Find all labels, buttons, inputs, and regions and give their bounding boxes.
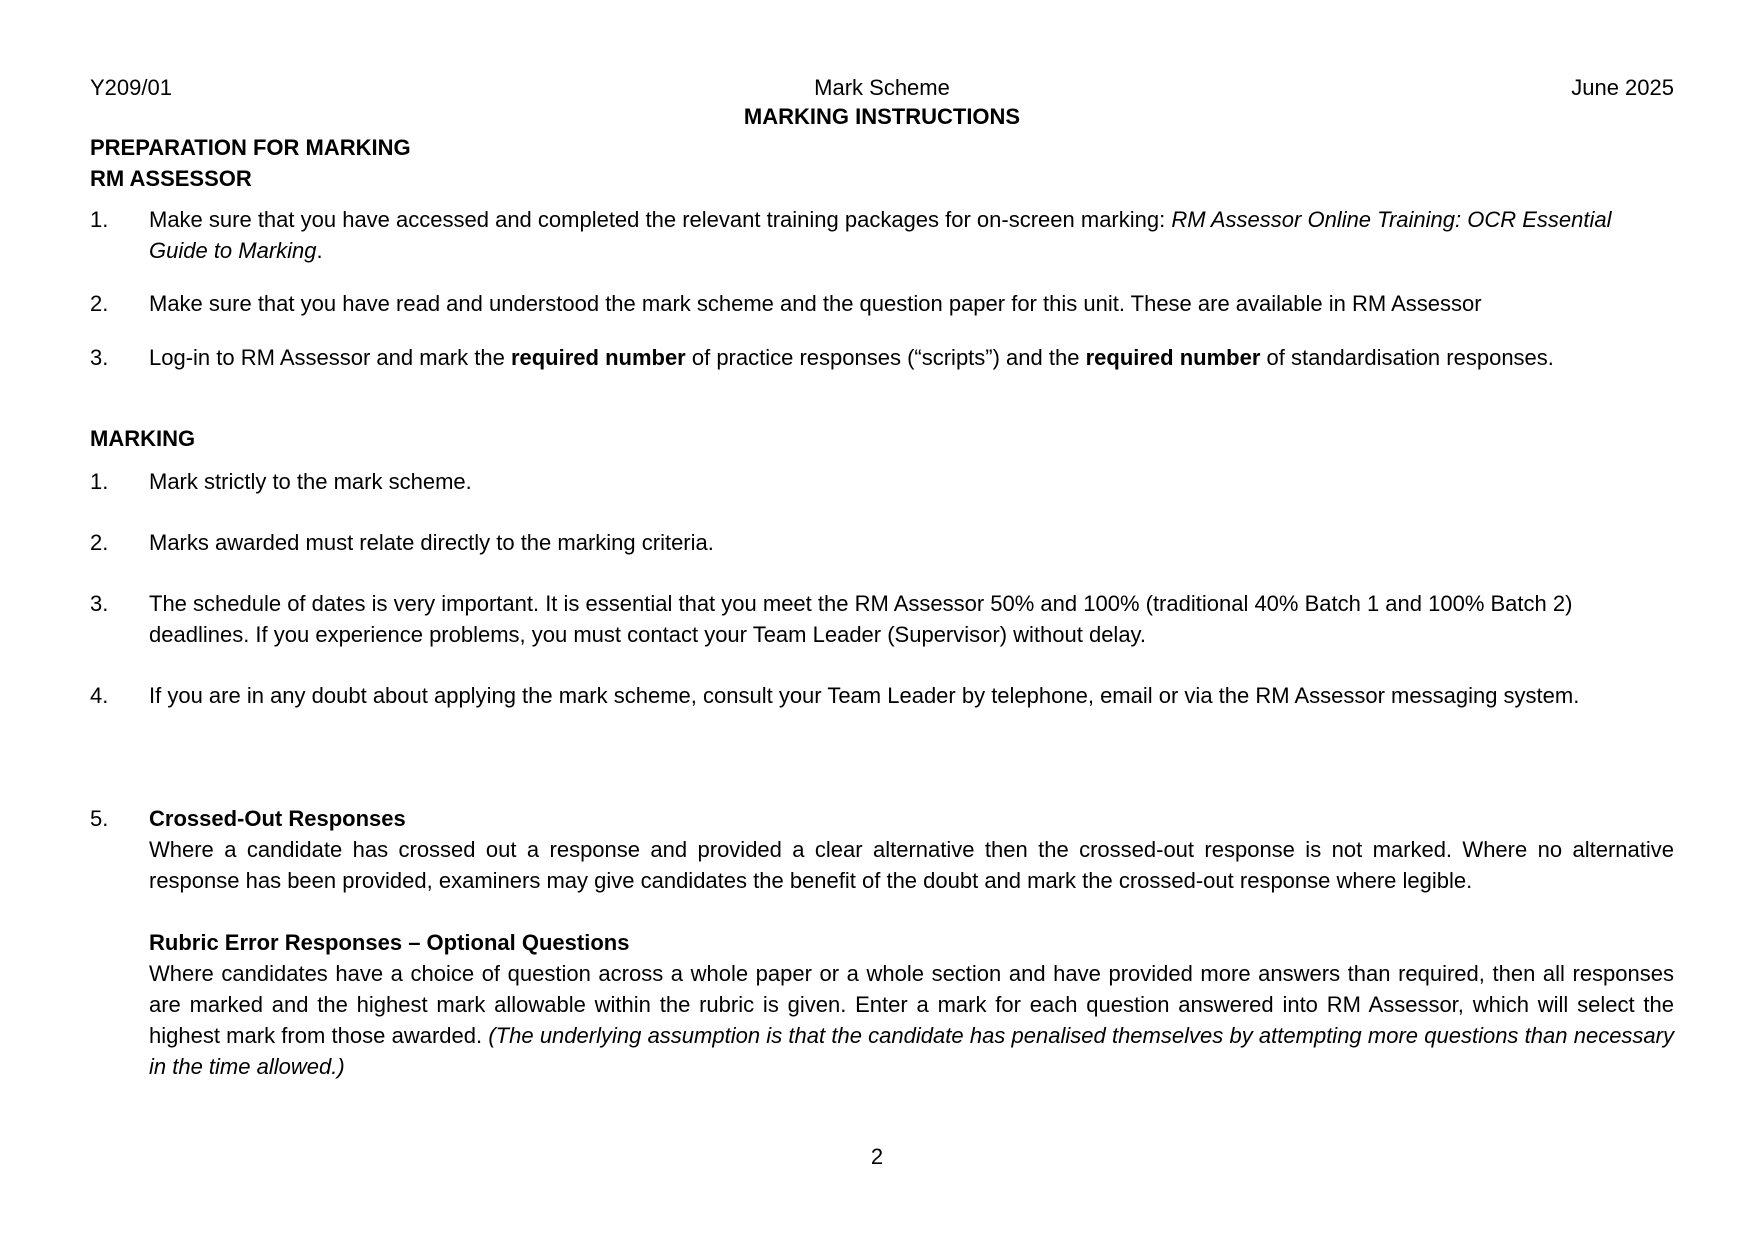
rubric-error-note: (The underlying assumption is that the candidate has penalised themselves by attempting more questions than necessary in the time allowed.) — [149, 1023, 1674, 1079]
marking-heading: MARKING — [90, 426, 196, 451]
page-title: MARKING INSTRUCTIONS — [743, 104, 1021, 129]
item-bold-text: required number — [1085, 345, 1261, 370]
crossed-out-heading: Crossed-Out Responses — [149, 806, 406, 831]
rubric-error-body: Where candidates have a choice of question across a whole paper or a whole section and have provided more answers than required, then all responses are marked and the highest mark allowable within the rubric is given. Enter a mark for each question answered into RM Assessor, which will select the highest mark from those awarded. — [149, 961, 1674, 1048]
prep-item-3 — [90, 342, 1674, 373]
item-number: 1. — [90, 469, 109, 494]
item-bold-text: required number — [510, 345, 686, 370]
item-text-end: . — [316, 238, 323, 263]
training-title: RM Assessor Online Training: OCR Essential Guide to Marking — [149, 207, 1612, 263]
item-text: of standardisation responses. — [1260, 345, 1554, 370]
rubric-error-heading: Rubric Error Responses – Optional Questions — [149, 930, 630, 955]
item-text: If you are in any doubt about applying the mark scheme, consult your Team Leader by telephone, email or via the RM Assessor messaging system. — [149, 683, 1580, 708]
marking-item-4 — [90, 680, 1674, 711]
marking-item-3 — [90, 588, 1674, 650]
item-text: Make sure that you have read and understood the mark scheme and the question paper for this unit. These are available in RM Assessor — [149, 291, 1482, 316]
paper-code: Y209/01 — [90, 75, 172, 100]
item-text: of practice responses (“scripts”) and the — [685, 345, 1086, 370]
page-number: 2 — [870, 1144, 884, 1169]
item-text: Mark strictly to the mark scheme. — [149, 469, 472, 494]
prep-item-1 — [90, 204, 1674, 266]
item-text: Log-in to RM Assessor and mark the — [149, 345, 511, 370]
marking-item-5 — [90, 803, 1674, 1082]
item-text: The schedule of dates is very important. It is essential that you meet the RM Assessor 50% and 100% (traditional 40% Batch 1 and 100% Batch 2) deadlines. If you experience problems, you must contact your Team Leader (Supervisor) without delay. — [149, 591, 1573, 647]
item-text: Marks awarded must relate directly to the marking criteria. — [149, 530, 714, 555]
item-number: 3. — [90, 345, 109, 370]
prep-item-2 — [90, 288, 1674, 319]
item-number: 3. — [90, 591, 109, 616]
document-page — [90, 72, 1674, 1082]
running-header — [90, 72, 1674, 103]
marking-item-1 — [90, 466, 1674, 497]
item-number: 2. — [90, 291, 109, 316]
header-center-title: Mark Scheme — [814, 75, 950, 100]
item-number: 1. — [90, 207, 109, 232]
marking-item-2 — [90, 527, 1674, 558]
preparation-heading: PREPARATION FOR MARKING — [90, 135, 411, 160]
rubric-error-text — [149, 958, 1674, 1082]
crossed-out-text: Where a candidate has crossed out a response and provided a clear alternative then the crossed-out response is not marked. Where no alternative response has been provided, examiners may give candidates the benefit of the doubt and mark the crossed-out response where legible. — [149, 837, 1674, 893]
rm-assessor-heading: RM ASSESSOR — [90, 166, 252, 191]
item-number: 2. — [90, 530, 109, 555]
item-number: 4. — [90, 683, 109, 708]
item-text: Make sure that you have accessed and completed the relevant training packages for on-screen marking: — [149, 207, 1172, 232]
paper-date: June 2025 — [1571, 75, 1674, 100]
item-number: 5. — [90, 806, 109, 831]
